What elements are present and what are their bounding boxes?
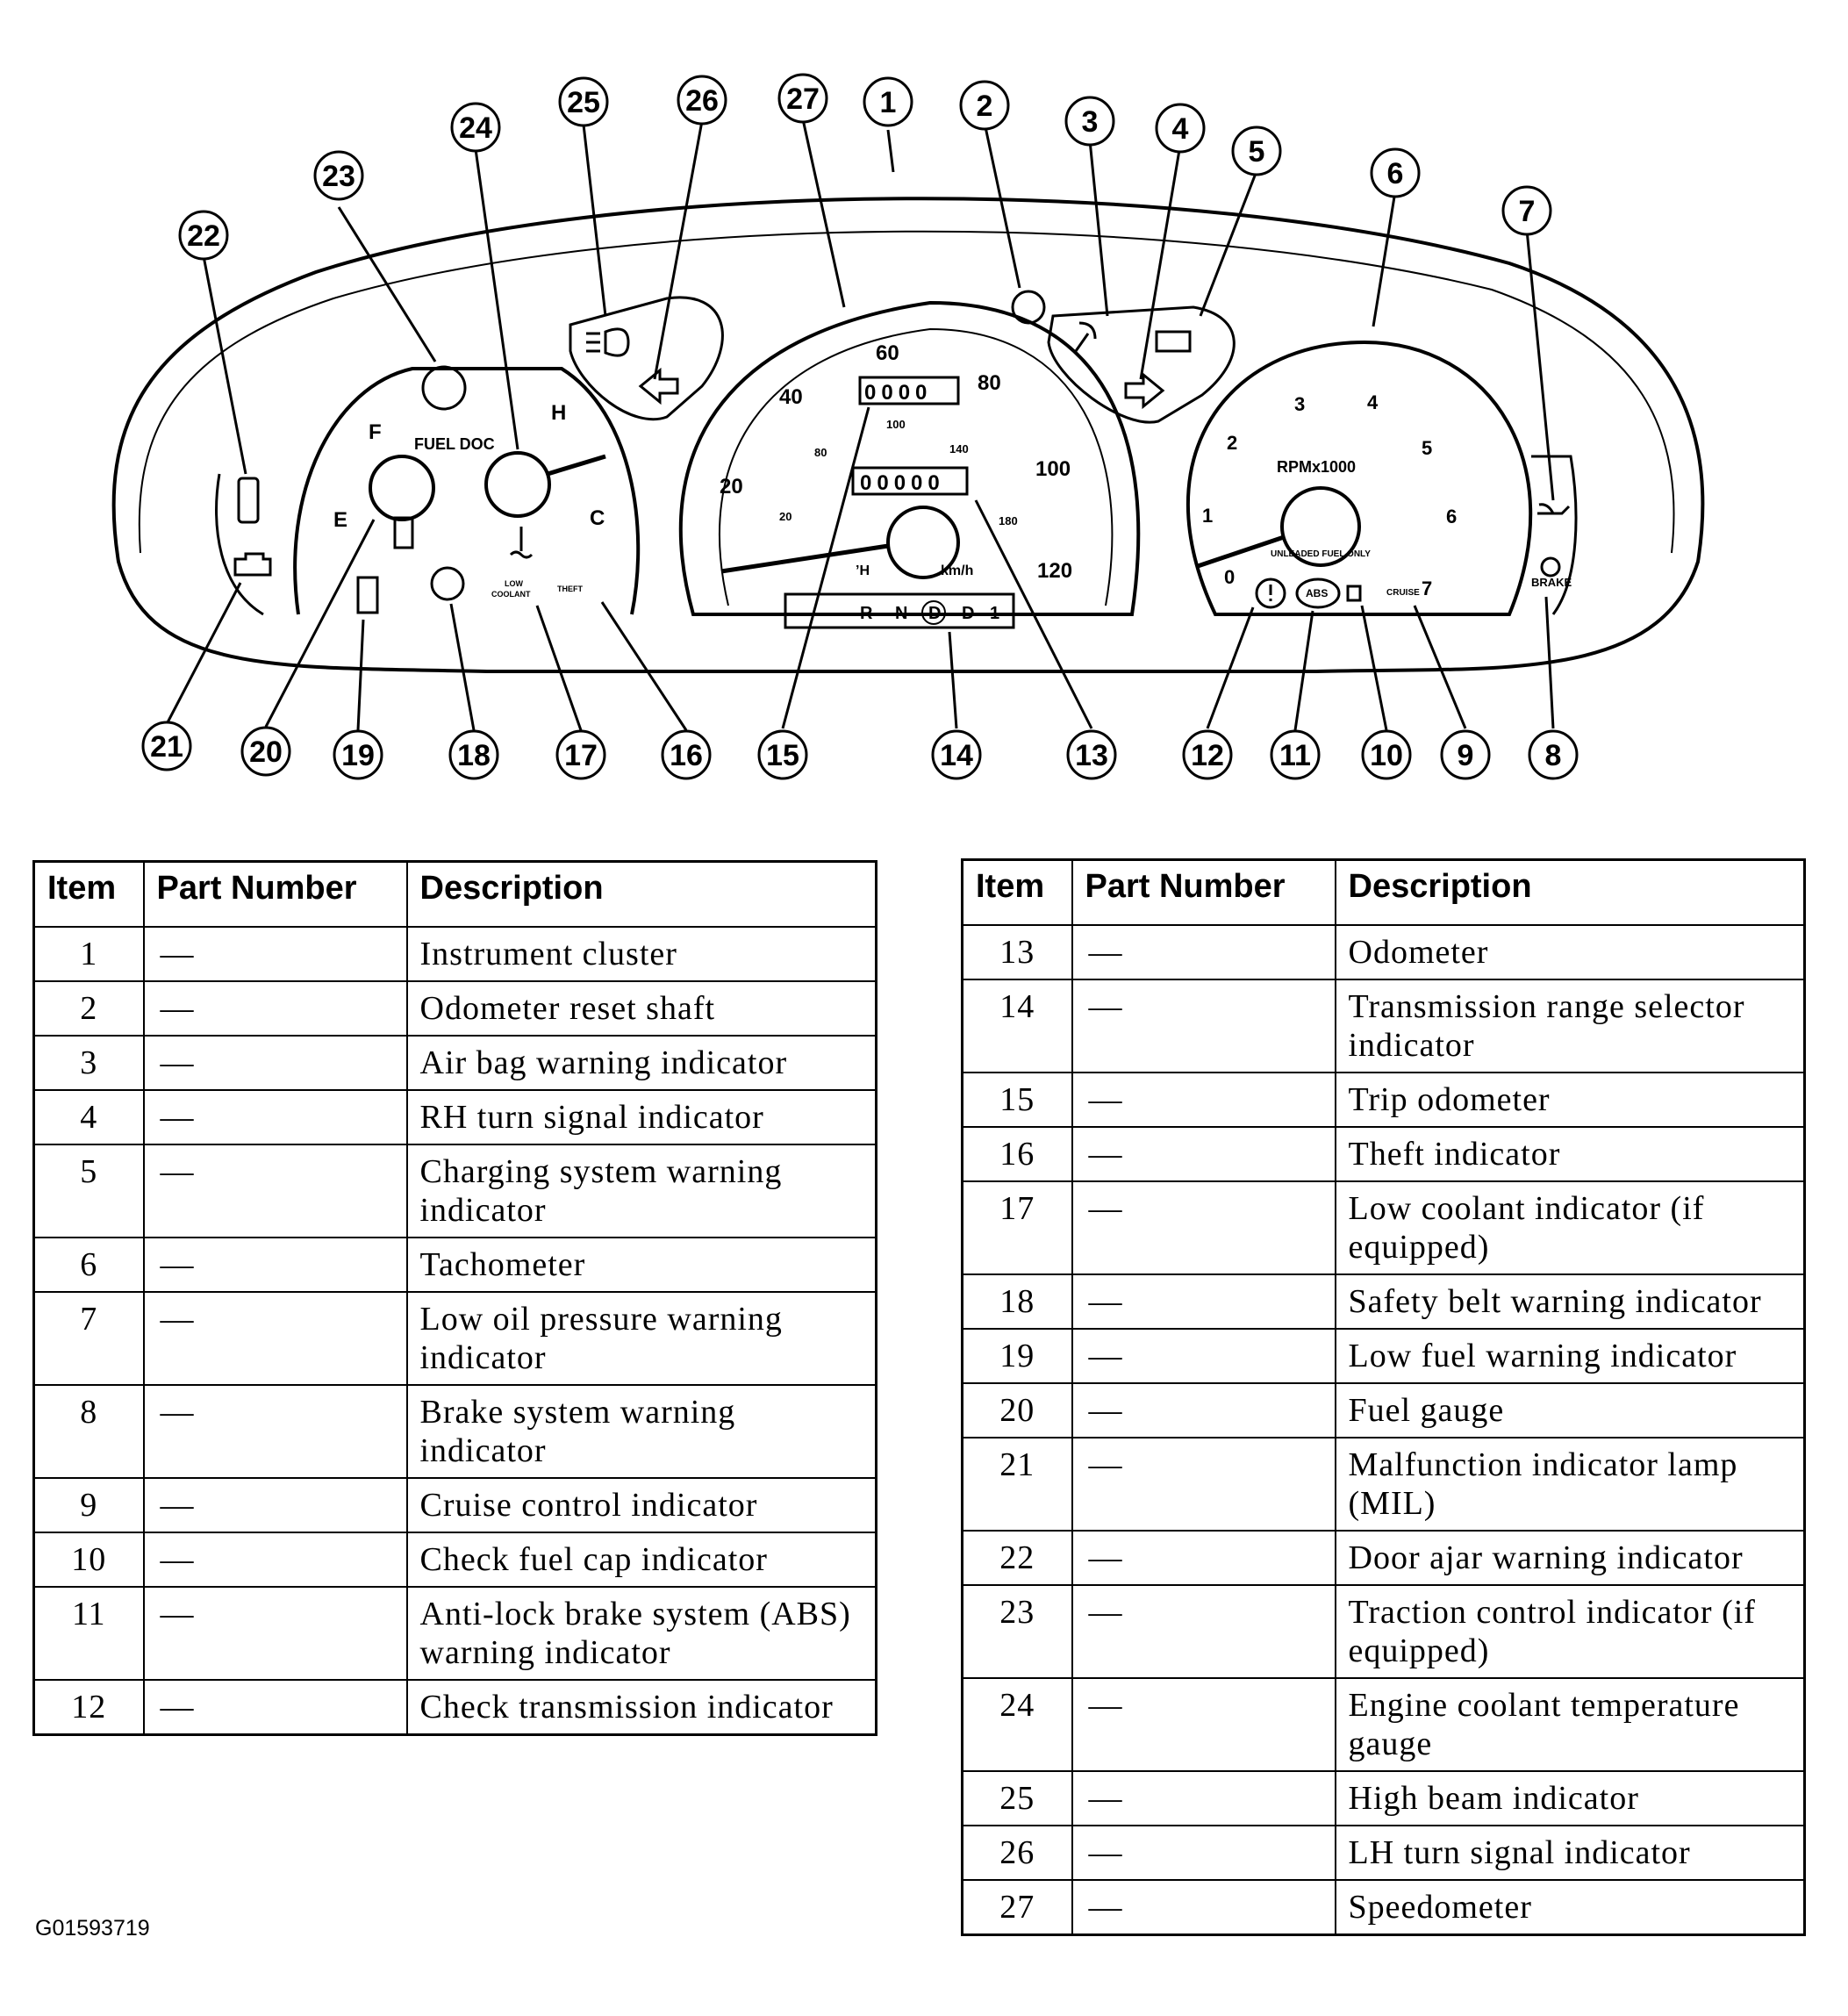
speed-tick-100: 100 xyxy=(1035,457,1071,481)
callout-1 xyxy=(864,78,912,126)
description-line: indicator xyxy=(1348,1027,1475,1064)
header-part-number: Part Number xyxy=(144,862,407,928)
parts-table-right xyxy=(961,858,1806,1936)
callout-number: 3 xyxy=(1081,105,1099,139)
part-number: — xyxy=(144,1090,407,1144)
cruise-label: CRUISE xyxy=(1386,588,1420,598)
parts-table-left xyxy=(32,860,877,1736)
callout-number: 9 xyxy=(1457,739,1474,772)
tach-tick-4: 4 xyxy=(1367,391,1379,413)
prnd-d: D xyxy=(962,604,975,623)
table-row xyxy=(963,1329,1805,1383)
callout-number: 8 xyxy=(1544,739,1562,772)
description-line: Charging system warning xyxy=(419,1153,783,1190)
callout-number: 16 xyxy=(670,739,703,772)
table-row xyxy=(34,1238,877,1292)
callout-number: 15 xyxy=(766,739,799,772)
callout-number: 18 xyxy=(457,739,491,772)
part-number: — xyxy=(1072,979,1336,1073)
description-line: Brake system warning xyxy=(419,1394,736,1431)
description-line: Instrument cluster xyxy=(419,936,677,972)
item-number: 27 xyxy=(963,1880,1072,1935)
right-indicator-pod xyxy=(1531,456,1576,614)
callout-9 xyxy=(1442,731,1489,778)
description xyxy=(1336,1329,1805,1383)
callout-10 xyxy=(1363,731,1410,778)
speed-tick-40: 40 xyxy=(779,385,803,409)
temp-h-label: H xyxy=(551,401,567,425)
description-line: Air bag warning indicator xyxy=(419,1044,788,1081)
cluster-outer-bezel xyxy=(114,198,1703,671)
description xyxy=(407,1238,877,1292)
description-line: LH turn signal indicator xyxy=(1348,1834,1691,1871)
callout-6 xyxy=(1372,149,1419,197)
description xyxy=(1336,1383,1805,1438)
header-item: Item xyxy=(34,862,144,928)
callout-25 xyxy=(560,78,607,126)
table-row xyxy=(34,981,877,1036)
part-number: — xyxy=(1072,1127,1336,1181)
tachometer-face xyxy=(1188,342,1530,614)
callout-number: 14 xyxy=(940,739,973,772)
tach-label: RPMx1000 xyxy=(1277,458,1357,476)
kmh-tick-180: 180 xyxy=(999,514,1018,527)
kmh-tick-100: 100 xyxy=(886,418,906,431)
part-number: — xyxy=(1072,1826,1336,1880)
description xyxy=(1336,1585,1805,1678)
item-number: 9 xyxy=(34,1478,144,1532)
part-number: — xyxy=(144,1238,407,1292)
part-number: — xyxy=(144,1144,407,1238)
description xyxy=(407,1385,877,1478)
abs-label: ABS xyxy=(1306,587,1329,599)
speed-unit-right: km/h xyxy=(941,563,974,578)
callout-13 xyxy=(1068,731,1115,778)
traction-control-icon xyxy=(423,367,465,409)
table-row xyxy=(963,979,1805,1073)
callout-15 xyxy=(759,731,806,778)
callout-number: 12 xyxy=(1191,739,1224,772)
callout-number: 27 xyxy=(786,83,820,116)
callout-number: 11 xyxy=(1279,739,1311,772)
callout-27 xyxy=(779,75,827,122)
callout-16 xyxy=(663,731,710,778)
seatbelt-icon xyxy=(432,568,463,599)
description xyxy=(1336,925,1805,979)
item-number: 21 xyxy=(963,1438,1072,1531)
description-line: Low fuel warning indicator xyxy=(1348,1338,1737,1374)
table-row xyxy=(963,1826,1805,1880)
callout-23 xyxy=(315,152,362,199)
low-oil-icon xyxy=(1537,505,1569,513)
table-row xyxy=(34,1036,877,1090)
item-number: 3 xyxy=(34,1036,144,1090)
part-number: — xyxy=(144,1532,407,1587)
item-number: 22 xyxy=(963,1531,1072,1585)
item-number: 25 xyxy=(963,1771,1072,1826)
item-number: 20 xyxy=(963,1383,1072,1438)
table-row xyxy=(963,1438,1805,1531)
description-line: (MIL) xyxy=(1348,1485,1436,1522)
fuel-f-label: F xyxy=(369,420,382,444)
header-description: Description xyxy=(407,862,877,928)
callout-number: 24 xyxy=(459,111,492,145)
tach-tick-0: 0 xyxy=(1224,566,1236,588)
callout-18 xyxy=(450,731,498,778)
low-coolant-label-2: COOLANT xyxy=(491,590,531,599)
item-number: 19 xyxy=(963,1329,1072,1383)
battery-icon xyxy=(1157,332,1190,351)
right-upper-pod xyxy=(1049,307,1234,422)
description xyxy=(407,1587,877,1680)
part-number: — xyxy=(144,1478,407,1532)
table-row xyxy=(963,1880,1805,1935)
prnd-1: 1 xyxy=(990,604,1000,623)
left-upper-pod xyxy=(570,298,722,420)
figure-id: G01593719 xyxy=(35,1916,150,1941)
tach-sub-label: UNLEADED FUEL ONLY xyxy=(1271,549,1371,559)
description-line: Odometer reset shaft xyxy=(419,990,716,1027)
tach-tick-6: 6 xyxy=(1446,506,1458,527)
table-row xyxy=(34,1385,877,1478)
description xyxy=(1336,1181,1805,1274)
item-number: 14 xyxy=(963,979,1072,1073)
callout-7 xyxy=(1503,187,1551,234)
description-line: Tachometer xyxy=(419,1246,586,1283)
low-fuel-icon xyxy=(358,578,377,613)
description-line: Transmission range selector xyxy=(1348,988,1745,1025)
callout-number: 1 xyxy=(879,86,897,119)
tach-tick-3: 3 xyxy=(1294,393,1306,415)
part-number: — xyxy=(1072,1771,1336,1826)
item-number: 7 xyxy=(34,1292,144,1385)
description-line: Check transmission indicator xyxy=(419,1689,834,1725)
rh-turn-arrow-icon xyxy=(1126,375,1163,406)
header-part-number: Part Number xyxy=(1072,860,1336,926)
description-line: Door ajar warning indicator xyxy=(1348,1539,1744,1576)
table-row xyxy=(963,1181,1805,1274)
part-number: — xyxy=(1072,1531,1336,1585)
part-number: — xyxy=(1072,1678,1336,1771)
description xyxy=(1336,1826,1805,1880)
speed-unit-left: ’H xyxy=(856,563,870,578)
callout-24 xyxy=(452,104,499,151)
part-number: — xyxy=(1072,925,1336,979)
part-number: — xyxy=(1072,1438,1336,1531)
header-description: Description xyxy=(1336,860,1805,926)
description xyxy=(1336,1771,1805,1826)
description-line: indicator xyxy=(419,1432,547,1469)
header-item: Item xyxy=(963,860,1072,926)
table-row xyxy=(963,1383,1805,1438)
check-fuel-cap-icon xyxy=(1348,586,1360,600)
callout-number: 7 xyxy=(1518,195,1536,228)
part-number: — xyxy=(144,1680,407,1735)
description-line: Anti-lock brake system (ABS) xyxy=(419,1596,851,1632)
odometer-digits: 00000 xyxy=(860,471,945,495)
item-number: 5 xyxy=(34,1144,144,1238)
item-number: 6 xyxy=(34,1238,144,1292)
description xyxy=(407,1680,877,1735)
item-number: 2 xyxy=(34,981,144,1036)
fuel-temp-pod xyxy=(295,369,638,614)
table-row xyxy=(963,1073,1805,1127)
item-number: 8 xyxy=(34,1385,144,1478)
description xyxy=(1336,1073,1805,1127)
description xyxy=(407,1036,877,1090)
item-number: 26 xyxy=(963,1826,1072,1880)
description-line: Odometer xyxy=(1348,934,1489,971)
tach-tick-2: 2 xyxy=(1227,432,1238,454)
table-row xyxy=(34,1680,877,1735)
prnd-r: R xyxy=(860,604,873,623)
callout-number: 13 xyxy=(1075,739,1108,772)
part-number: — xyxy=(144,1587,407,1680)
description xyxy=(407,981,877,1036)
brake-label: BRAKE xyxy=(1531,576,1572,589)
description-line: Malfunction indicator lamp xyxy=(1348,1446,1738,1483)
description xyxy=(407,1144,877,1238)
callout-number: 6 xyxy=(1386,157,1404,190)
prnd-overdrive: D xyxy=(928,604,942,623)
description-line: indicator xyxy=(419,1339,547,1376)
callout-26 xyxy=(678,76,726,124)
description xyxy=(1336,1678,1805,1771)
table-row xyxy=(963,1678,1805,1771)
callout-number: 17 xyxy=(564,739,598,772)
speed-tick-60: 60 xyxy=(876,341,899,365)
lh-turn-arrow-icon xyxy=(641,370,677,402)
callout-number: 5 xyxy=(1248,135,1265,169)
description xyxy=(1336,979,1805,1073)
callout-17 xyxy=(557,731,605,778)
description-line: indicator xyxy=(419,1192,547,1229)
description-line: Speedometer xyxy=(1348,1889,1532,1926)
callout-2 xyxy=(961,82,1008,129)
odometer-reset-shaft xyxy=(1013,291,1044,323)
fuel-e-label: E xyxy=(333,508,348,532)
prnd-n: N xyxy=(895,604,908,623)
mil-engine-icon xyxy=(235,554,270,575)
callout-number: 19 xyxy=(341,739,375,772)
kmh-tick-20: 20 xyxy=(779,510,792,523)
item-number: 12 xyxy=(34,1680,144,1735)
table-row xyxy=(963,1531,1805,1585)
part-number: — xyxy=(1072,1585,1336,1678)
description xyxy=(407,1090,877,1144)
part-number: — xyxy=(1072,1383,1336,1438)
callout-number: 10 xyxy=(1370,739,1403,772)
part-number: — xyxy=(1072,1880,1336,1935)
description-line: Traction control indicator (if xyxy=(1348,1594,1756,1631)
callout-number: 26 xyxy=(685,84,719,118)
temp-c-label: C xyxy=(590,506,605,530)
check-transmission-icon xyxy=(1257,579,1285,607)
table-row xyxy=(963,1771,1805,1826)
callout-number: 20 xyxy=(249,735,283,769)
callout-12 xyxy=(1184,731,1231,778)
item-number: 16 xyxy=(963,1127,1072,1181)
description-line: Fuel gauge xyxy=(1348,1392,1505,1429)
description-line: Cruise control indicator xyxy=(419,1487,758,1524)
instrument-cluster-diagram xyxy=(0,0,1848,843)
description-line: Theft indicator xyxy=(1348,1136,1561,1173)
description xyxy=(1336,1531,1805,1585)
speed-tick-80: 80 xyxy=(978,371,1001,395)
description xyxy=(1336,1438,1805,1531)
description xyxy=(1336,1274,1805,1329)
brake-warning-icon xyxy=(1542,558,1559,576)
trip-odometer-digits: 0000 xyxy=(864,381,933,405)
low-coolant-label-1: LOW xyxy=(505,579,523,588)
part-number: — xyxy=(144,981,407,1036)
item-number: 23 xyxy=(963,1585,1072,1678)
description-line: Engine coolant temperature xyxy=(1348,1687,1740,1724)
callout-number: 22 xyxy=(187,219,220,253)
item-number: 15 xyxy=(963,1073,1072,1127)
description-line: equipped) xyxy=(1348,1632,1490,1669)
coolant-temp-icon xyxy=(511,527,532,557)
table-row xyxy=(34,927,877,981)
part-number: — xyxy=(144,1292,407,1385)
item-number: 11 xyxy=(34,1587,144,1680)
callout-20 xyxy=(242,728,290,775)
description-line: gauge xyxy=(1348,1725,1433,1762)
fuel-gauge-label: FUEL DOC xyxy=(414,435,495,453)
description-line: RH turn signal indicator xyxy=(419,1099,764,1136)
callout-number: 2 xyxy=(976,90,993,123)
item-number: 17 xyxy=(963,1181,1072,1274)
table-row xyxy=(34,1144,877,1238)
tach-tick-7: 7 xyxy=(1422,578,1433,599)
tach-tick-5: 5 xyxy=(1422,437,1433,459)
description-line: Check fuel cap indicator xyxy=(419,1541,768,1578)
callout-number: 25 xyxy=(567,86,600,119)
description xyxy=(407,1478,877,1532)
description xyxy=(407,1292,877,1385)
table-row xyxy=(34,1292,877,1385)
temp-needle xyxy=(548,456,605,474)
fuel-gauge-pump-icon xyxy=(395,518,412,548)
part-number: — xyxy=(144,1036,407,1090)
callout-number: 23 xyxy=(322,160,355,193)
description-line: warning indicator xyxy=(419,1634,671,1671)
table-row xyxy=(963,925,1805,979)
description-line: High beam indicator xyxy=(1348,1780,1639,1817)
description-line: Safety belt warning indicator xyxy=(1348,1283,1762,1320)
callout-number: 4 xyxy=(1171,112,1189,146)
callout-21 xyxy=(143,722,190,770)
description xyxy=(407,927,877,981)
table-row xyxy=(963,1274,1805,1329)
part-number: — xyxy=(1072,1181,1336,1274)
speed-tick-120: 120 xyxy=(1037,559,1073,583)
kmh-tick-80: 80 xyxy=(814,446,827,459)
item-number: 4 xyxy=(34,1090,144,1144)
description-line: equipped) xyxy=(1348,1229,1490,1266)
description xyxy=(1336,1880,1805,1935)
tach-tick-1: 1 xyxy=(1202,505,1214,527)
item-number: 24 xyxy=(963,1678,1072,1771)
callout-19 xyxy=(334,731,382,778)
table-row xyxy=(963,1127,1805,1181)
part-number: — xyxy=(144,1385,407,1478)
temp-gauge-hub xyxy=(486,453,549,516)
description-line: Low oil pressure warning xyxy=(419,1301,783,1338)
description xyxy=(1336,1127,1805,1181)
description xyxy=(407,1532,877,1587)
callout-11 xyxy=(1271,731,1319,778)
callout-22 xyxy=(180,212,227,259)
item-number: 10 xyxy=(34,1532,144,1587)
high-beam-icon xyxy=(586,329,628,355)
table-row xyxy=(34,1587,877,1680)
description-line: Low coolant indicator (if xyxy=(1348,1190,1705,1227)
callout-14 xyxy=(933,731,980,778)
item-number: 18 xyxy=(963,1274,1072,1329)
callout-8 xyxy=(1529,731,1577,778)
callout-3 xyxy=(1066,97,1114,145)
fuel-gauge-hub xyxy=(370,456,433,520)
part-number: — xyxy=(144,927,407,981)
kmh-tick-140: 140 xyxy=(949,442,969,456)
speed-tick-20: 20 xyxy=(720,475,743,499)
part-number: — xyxy=(1072,1073,1336,1127)
theft-label: THEFT xyxy=(557,585,583,593)
callout-5 xyxy=(1233,127,1280,175)
item-number: 13 xyxy=(963,925,1072,979)
door-ajar-icon xyxy=(239,478,258,522)
callout-4 xyxy=(1157,104,1204,152)
item-number: 1 xyxy=(34,927,144,981)
part-number: — xyxy=(1072,1329,1336,1383)
description-line: Trip odometer xyxy=(1348,1081,1551,1118)
table-row xyxy=(34,1090,877,1144)
table-row xyxy=(34,1478,877,1532)
callout-number: 21 xyxy=(150,730,183,764)
table-row xyxy=(34,1532,877,1587)
table-row xyxy=(963,1585,1805,1678)
part-number: — xyxy=(1072,1274,1336,1329)
airbag-icon xyxy=(1076,323,1095,351)
